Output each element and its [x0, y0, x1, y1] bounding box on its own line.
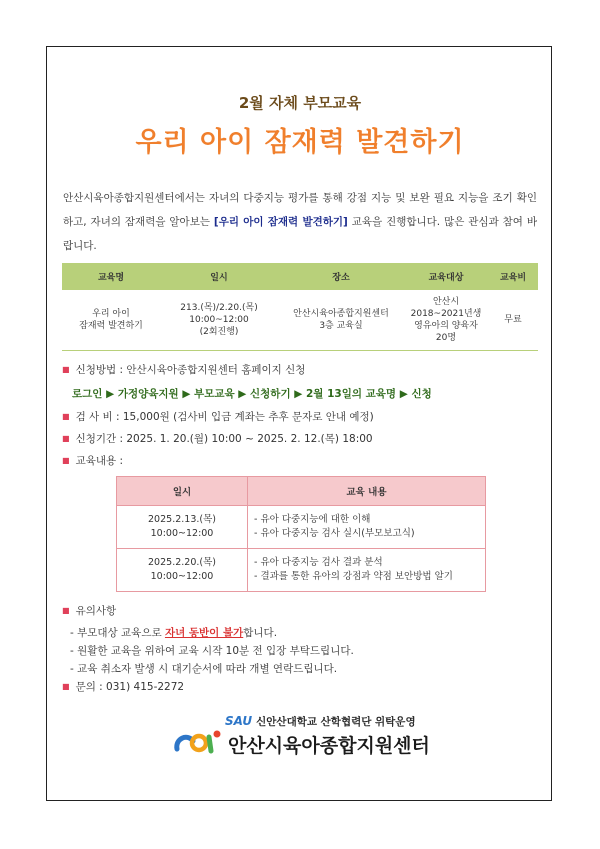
intro-text-2: 교육을 진행합니다. 많은 관심과 참여 바랍니다. [63, 216, 537, 252]
apply-period [62, 431, 373, 446]
cell-text: 213.(목)/2.20.(목) [180, 303, 258, 313]
table-row [62, 290, 538, 351]
cell-text: 10:00~12:00 [189, 315, 249, 325]
header-fee: 교육비 [499, 273, 527, 283]
table-row [117, 506, 486, 549]
table-row [117, 549, 486, 592]
header-name: 교육명 [97, 273, 125, 283]
sau-logo: SAU [225, 714, 253, 728]
cell-text: 잠재력 발견하기 [79, 321, 143, 331]
cell-text: 10:00~12:00 [150, 571, 214, 582]
note-warning: 자녀 동반이 불가 [164, 627, 244, 639]
cell-name [62, 290, 160, 351]
note-item: - 교육 취소자 발생 시 대기순서에 따라 개별 연락드립니다. [70, 663, 338, 675]
center-logo-icon [173, 727, 225, 757]
operator-line [225, 714, 416, 729]
subtitle: 2월 자체 부모교육 [238, 94, 362, 112]
page-title: 우리 아이 잠재력 발견하기 [135, 127, 465, 158]
note-item [70, 625, 277, 640]
apply-method-text: 신청방법 : 안산시육아종합지원센터 홈페이지 신청 [75, 364, 306, 376]
edu-content-label-text: 교육내용 : [75, 455, 124, 467]
header-content: 교육 내용 [248, 477, 486, 506]
header-place: 장소 [332, 273, 350, 283]
cell-text: - 유아 다중지능에 대한 이해 [254, 514, 371, 525]
cell-text: 3층 교육실 [319, 321, 363, 331]
header-date: 일시 [117, 477, 248, 506]
bullet-icon: ■ [62, 606, 70, 615]
cell-text: 안산시육아종합지원센터 [293, 309, 389, 319]
program-table [62, 263, 538, 351]
test-fee-text: 검 사 비 : 15,000원 (검사비 입금 계좌는 추후 문자로 안내 예정) [75, 411, 374, 423]
note-text: 합니다. [243, 627, 278, 639]
schedule-table-header [117, 477, 486, 506]
bullet-icon: ■ [62, 456, 70, 465]
apply-period-text: 신청기간 : 2025. 1. 20.(월) 10:00 ~ 2025. 2. 12.(목) 18:00 [75, 433, 373, 445]
intro-paragraph [63, 186, 537, 258]
bullet-icon: ■ [62, 682, 70, 691]
apply-path: 로그인 ▶ 가정양육지원 ▶ 부모교육 ▶ 신청하기 ▶ 2월 13일의 교육명 ▶ 신청 [72, 388, 432, 400]
note-item: - 원활한 교육을 위하여 교육 시작 10분 전 입장 부탁드립니다. [70, 645, 354, 657]
cell-place [278, 290, 404, 351]
session-content [248, 549, 486, 592]
center-name: 안산시육아종합지원센터 [228, 735, 430, 757]
contact [62, 679, 184, 694]
intro-highlight: [우리 아이 잠재력 발견하기] [213, 216, 348, 228]
cell-text: 우리 아이 [92, 309, 130, 319]
cell-fee: 무료 [488, 290, 538, 351]
note-text: - 부모대상 교육으로 [70, 627, 165, 639]
session-content [248, 506, 486, 549]
intro-text-1: 안산시육아종합지원센터에서는 자녀의 다중지능 평가를 통해 강점 지능 및 보완 필요 지능을 조기 확인하고, 자녀의 잠재력을 알아보는 [63, 192, 537, 228]
edu-content-label [62, 453, 123, 468]
bullet-icon: ■ [62, 365, 70, 374]
header-target: 교육대상 [428, 273, 464, 283]
notes-label-text: 유의사항 [75, 605, 117, 617]
header-datetime: 일시 [210, 273, 228, 283]
test-fee [62, 409, 374, 424]
bullet-icon: ■ [62, 412, 70, 421]
notes-label [62, 603, 116, 618]
bullet-icon: ■ [62, 434, 70, 443]
cell-text: 영유아의 양육자 [414, 321, 478, 331]
session-date [117, 549, 248, 592]
cell-text: 20명 [435, 333, 457, 343]
program-table-header [62, 263, 538, 290]
session-date [117, 506, 248, 549]
apply-method [62, 362, 305, 377]
operator-text: 신안산대학교 산학협력단 위탁운영 [256, 716, 416, 728]
schedule-table [116, 476, 486, 592]
cell-text: - 유아 다중지능 검사 결과 분석 [254, 557, 383, 568]
cell-text: 2018~2021년생 [410, 309, 482, 319]
cell-text: 안산시 [432, 297, 460, 307]
cell-target [404, 290, 488, 351]
cell-datetime [160, 290, 278, 351]
cell-text: 2025.2.13.(목) [148, 514, 216, 525]
cell-text: 2025.2.20.(목) [148, 557, 216, 568]
cell-text: (2회진행) [199, 327, 239, 337]
contact-text: 문의 : 031) 415-2272 [75, 681, 185, 693]
cell-text: - 유아 다중지능 검사 실시(부모보고식) [254, 528, 415, 539]
cell-text: 10:00~12:00 [150, 528, 214, 539]
cell-text: - 결과를 통한 유아의 강점과 약점 보안방법 알기 [254, 571, 453, 582]
